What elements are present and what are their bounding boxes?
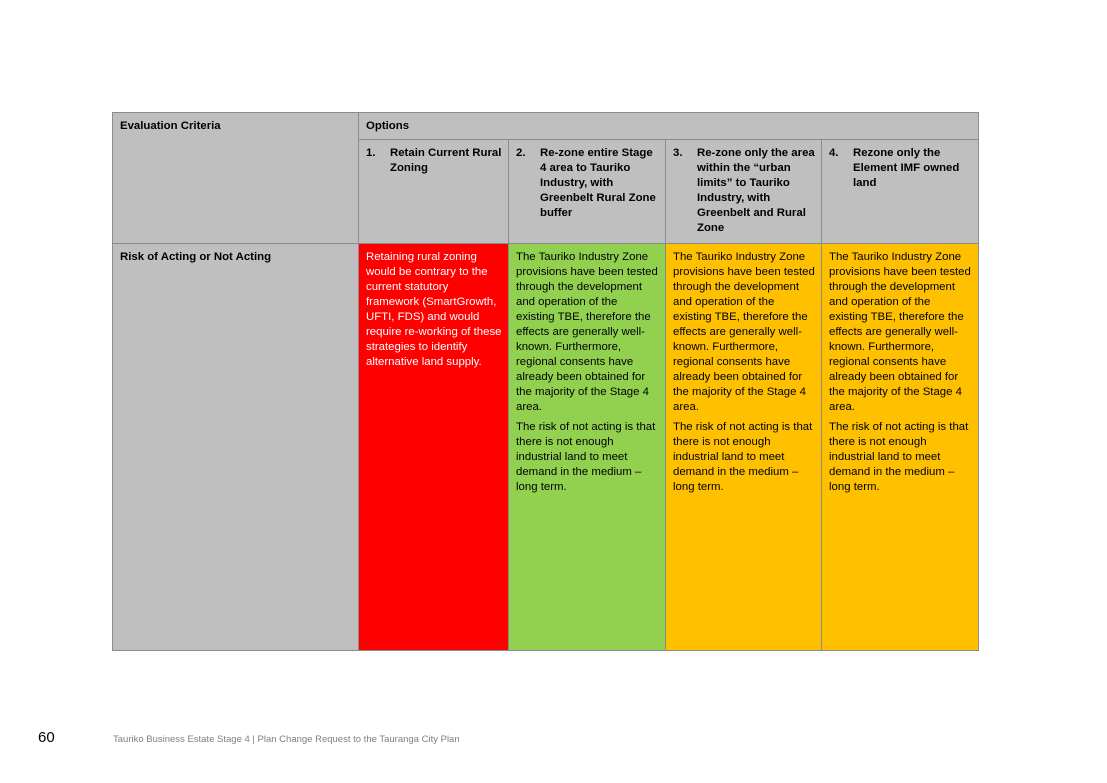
footer-text: Tauriko Business Estate Stage 4 | Plan Change Request to the Tauranga City Plan [113, 734, 460, 745]
option-1-paragraph: Retaining rural zoning would be contrary to the current statutory framework (SmartGrowth, UFTI, FDS) and would require re-working of these strategies to identify alternative land supply. [366, 251, 502, 368]
option-3-assessment [666, 244, 822, 651]
page-number: 60 [38, 729, 55, 746]
option-1-assessment [359, 244, 509, 651]
option-1-label: Retain Current Rural Zoning [390, 147, 502, 174]
option-1-header [359, 140, 509, 244]
option-2-header [509, 140, 666, 244]
option-4-header [822, 140, 979, 244]
option-2-assessment [509, 244, 666, 651]
option-3-label: Re-zone only the area within the “urban limits” to Tauriko Industry, with Greenbelt and Rural Zone [697, 147, 815, 234]
option-2-paragraph-2: The risk of not acting is that there is not enough industrial land to meet demand in the medium – long term. [516, 421, 656, 493]
evaluation-table [112, 112, 979, 651]
option-3-paragraph-2: The risk of not acting is that there is not enough industrial land to meet demand in the medium – long term. [673, 421, 813, 493]
evaluation-criteria-header: Evaluation Criteria [113, 113, 359, 244]
option-3-paragraph-1: The Tauriko Industry Zone provisions have been tested through the development and operation of the existing TBE, therefore the effects are generally well-known. Furthermore, regional consents have already been obtained for the majority of the Stage 4 area. [673, 251, 815, 413]
option-3-header [666, 140, 822, 244]
option-3-number: 3. [673, 147, 683, 159]
option-2-label: Re-zone entire Stage 4 area to Tauriko Industry, with Greenbelt Rural Zone buffer [540, 147, 656, 219]
option-4-number: 4. [829, 147, 839, 159]
option-4-assessment [822, 244, 979, 651]
option-4-paragraph-1: The Tauriko Industry Zone provisions have been tested through the development and operation of the existing TBE, therefore the effects are generally well-known. Furthermore, regional consents have already been obtained for the majority of the Stage 4 area. [829, 251, 971, 413]
criterion-risk-label: Risk of Acting or Not Acting [113, 244, 359, 651]
option-2-paragraph-1: The Tauriko Industry Zone provisions have been tested through the development and operation of the existing TBE, therefore the effects are generally well-known. Furthermore, regional consents have already been obtained for the majority of the Stage 4 area. [516, 251, 658, 413]
option-4-paragraph-2: The risk of not acting is that there is not enough industrial land to meet demand in the medium – long term. [829, 421, 969, 493]
option-1-number: 1. [366, 147, 376, 159]
options-header: Options [359, 113, 979, 140]
option-4-label: Rezone only the Element IMF owned land [853, 147, 960, 189]
option-2-number: 2. [516, 147, 526, 159]
